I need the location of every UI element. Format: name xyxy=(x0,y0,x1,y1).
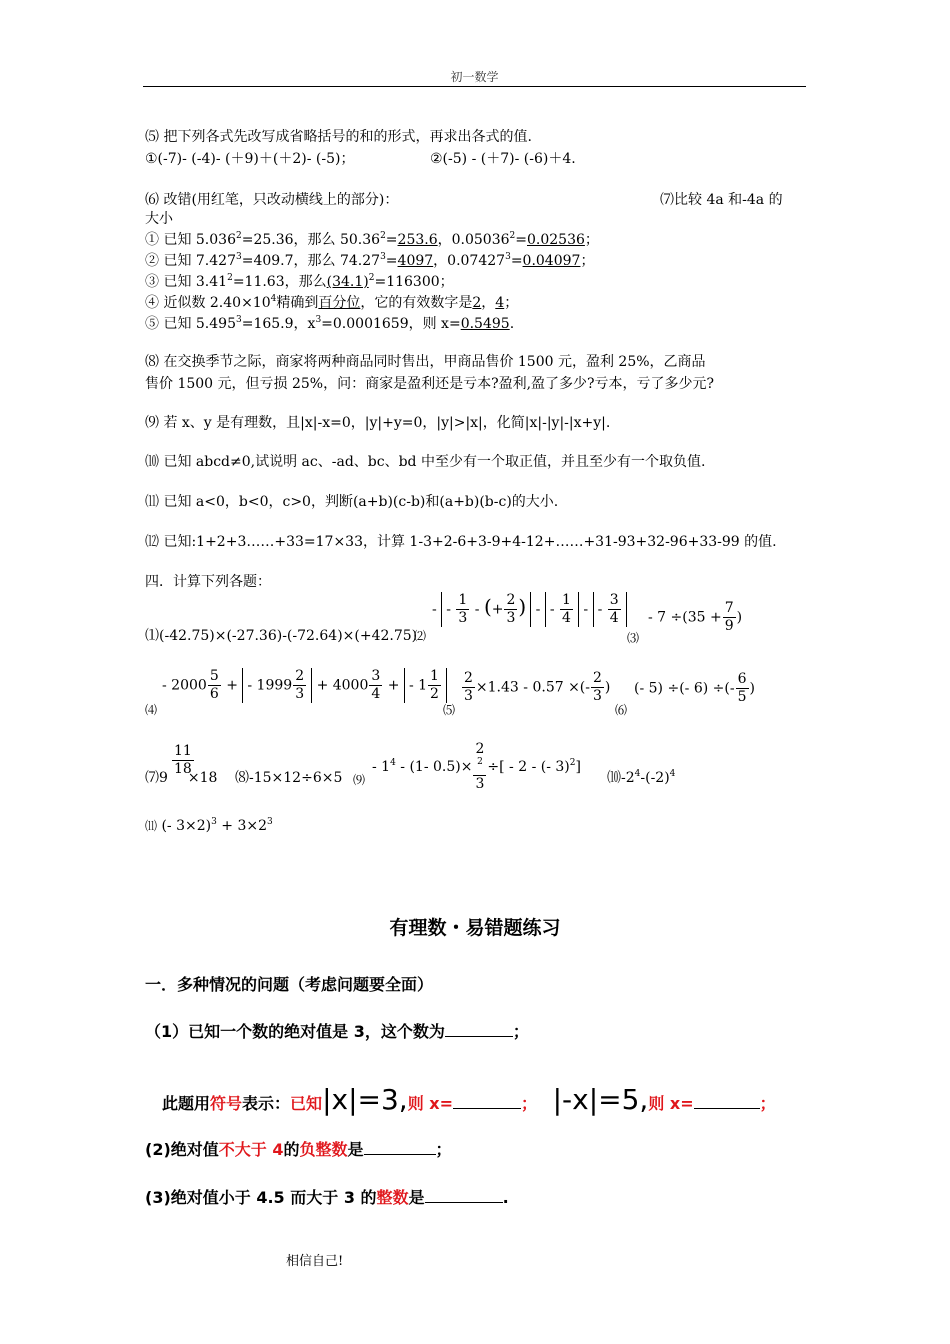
page-header: 初一数学 xyxy=(450,70,499,84)
problem-9-label: ⑼ xyxy=(353,773,366,787)
abs-bracket: - $\frac{3}{4}$ xyxy=(593,592,627,627)
problem-11: ⑾ (- $3\times 2)^3 + 3\times 2^3$ xyxy=(145,817,273,834)
problem-7-fraction: $\frac{11}{18}$ xyxy=(174,743,192,777)
problem-6-expression: (- 5) ÷(- 6) ÷(- $\frac{6}{5}$ ) xyxy=(634,671,755,705)
page-footer: 相信自己! xyxy=(286,1254,344,1269)
part-4-heading: 四．计算下列各题： xyxy=(145,574,271,590)
problem-2-expression: - - $\frac{1}{3}$ - (+ $\frac{2}{3}$ ) - - $\frac{1}{4}$ - - $\frac{3}{4}$ xyxy=(432,592,627,627)
problem-4-expression: - 2000 $\frac{5}{6}$ + - 1999 $\frac{2}{3}$ + 4000 $\frac{3}{4}$ + - 1 $\frac{1}{2}$ xyxy=(162,668,447,703)
problem-1: ⑴(-42.75)×(-27.36)-(-72.64)×(+42.75) xyxy=(145,628,418,644)
question-12: ⑿ 已知:1+2+3……+33=17×33，计算 1-3+2-6+3-9+4-12+……+31-93+32-96+33-99 的值. xyxy=(145,534,777,550)
question-11: ⑾ 已知 a<0，b<0，c>0，判断(a+b)(c-b)和(a+b)(b-c)的大小. xyxy=(145,494,559,510)
correction-underline: 0.04097 xyxy=(522,253,581,269)
abs-bracket: - 1999 $\frac{2}{3}$ xyxy=(242,668,312,703)
section-title: 有理数・易错题练习 xyxy=(389,917,561,939)
abs-bracket: - $\frac{1}{3}$ - (+ $\frac{2}{3}$ ) xyxy=(441,592,531,627)
question-7: ⑺比较 4a 和-4a 的 xyxy=(660,192,783,208)
question-10: ⑽ 已知 abcd≠0,试说明 ac、-ad、bc、bd 中至少有一个取正值，并且至少有一个取负值. xyxy=(145,454,706,470)
question-6: ⑹ 改错(用红笔，只改动横线上的部分)： xyxy=(145,192,399,208)
header-rule xyxy=(143,86,806,87)
correction-underline: 0.5495 xyxy=(460,316,510,332)
problem-4-label: ⑷ xyxy=(145,703,158,717)
question-9: ⑼ 若 x、y 是有理数，且|x|-x=0，|y|+y=0，|y|>|x|，化简|x|-|y|-|x+y|. xyxy=(145,415,611,431)
problem-7: ⑺9 ×18 xyxy=(145,770,218,786)
correction-underline: (34.1) xyxy=(326,274,369,290)
problem-2-label: ⑵ xyxy=(414,629,427,643)
abs-bracket: - 1 $\frac{1}{2}$ xyxy=(404,668,447,703)
error-question-1: （1）已知一个数的绝对值是 3，这个数为 ； xyxy=(145,1022,529,1041)
correction-item-3: ③ 已知 $3.41^2=11.63$，那么$(34.1)^2=116300$； xyxy=(145,273,454,290)
problem-8: ⑻-15×12÷6×5 xyxy=(235,770,343,786)
question-5-part-a: ①(-7)- (-4)- (＋9)＋(＋2)- (-5)； xyxy=(145,151,355,167)
correction-item-4: ④ 近似数 $2.40\times 10^4$精确到百分位，它的有效数字是2，4； xyxy=(145,294,519,311)
subsection-heading: 一．多种情况的问题（考虑问题要全面） xyxy=(145,975,434,994)
question-8-line-2: 售价 1500 元，但亏损 25%，问：商家是盈利还是亏本?盈利,盈了多少?亏本，亏了多少元? xyxy=(145,376,715,392)
error-question-3: (3)绝对值小于 4.5 而大于 3 的整数是 . xyxy=(145,1188,509,1207)
correction-underline: 百分位 xyxy=(318,295,361,311)
question-8-line-1: ⑻ 在交换季节之际，商家将两种商品同时售出，甲商品售价 1500 元，盈利 25%，乙商品 xyxy=(145,354,706,370)
correction-item-1: ① 已知 $5.036^2=25.36$，那么 $50.36^2=253.6$，$0.05036^2=0.02536$； xyxy=(145,231,599,248)
correction-underline: 4097 xyxy=(397,253,434,269)
error-question-2: (2)绝对值不大于 4的负整数是 ； xyxy=(145,1140,452,1159)
correction-item-2: ② 已知 $7.427^3=409.7$，那么 $74.27^3=4097$，$0.07427^3=0.04097$； xyxy=(145,252,595,269)
problem-10: $⑽-2^4-(-2)^4$ xyxy=(607,769,676,786)
problem-9-expression: - $1^4 - (1-$ 0.5)× 2 $^2$ 3 ÷[ - 2 - (- 3)$^2$] xyxy=(372,741,581,792)
question-7-cont: 大小 xyxy=(145,211,173,227)
correction-underline: 253.6 xyxy=(397,232,438,248)
problem-5-label: ⑸ xyxy=(443,703,456,717)
abs-equation-2: |-x|=5, xyxy=(552,1083,649,1116)
problem-6-label: ⑹ xyxy=(615,703,628,717)
correction-underline: 0.02536 xyxy=(527,232,585,248)
abs-equation-1: |x|=3, xyxy=(322,1083,408,1116)
problem-3-label: ⑶ xyxy=(627,631,640,645)
question-5: ⑸ 把下列各式先改写成省略括号的和的形式，再求出各式的值. xyxy=(145,129,532,145)
problem-3-expression: - 7 ÷(35 + $\frac{7}{9}$ ) xyxy=(648,600,743,634)
correction-item-5: ⑤ 已知 $5.495^3=165.9$，$x^3=0.0001659$，则 x=0.5495. xyxy=(145,315,515,332)
correction-underline: 4 xyxy=(495,295,505,311)
abs-bracket: - $\frac{1}{4}$ xyxy=(545,592,579,627)
correction-underline: 2 xyxy=(472,295,482,311)
question-5-part-b: ②(-5) - (＋7)- (-6)＋4. xyxy=(430,151,576,167)
problem-5-expression: $\frac{2}{3}$ ×1.43 - 0.57 ×(- $\frac{2}{3}$ ) xyxy=(464,670,611,704)
symbol-representation: 此题用符号表示：已知|x|=3,则 x= ； |-x|=5,则 x= ； xyxy=(162,1083,776,1116)
